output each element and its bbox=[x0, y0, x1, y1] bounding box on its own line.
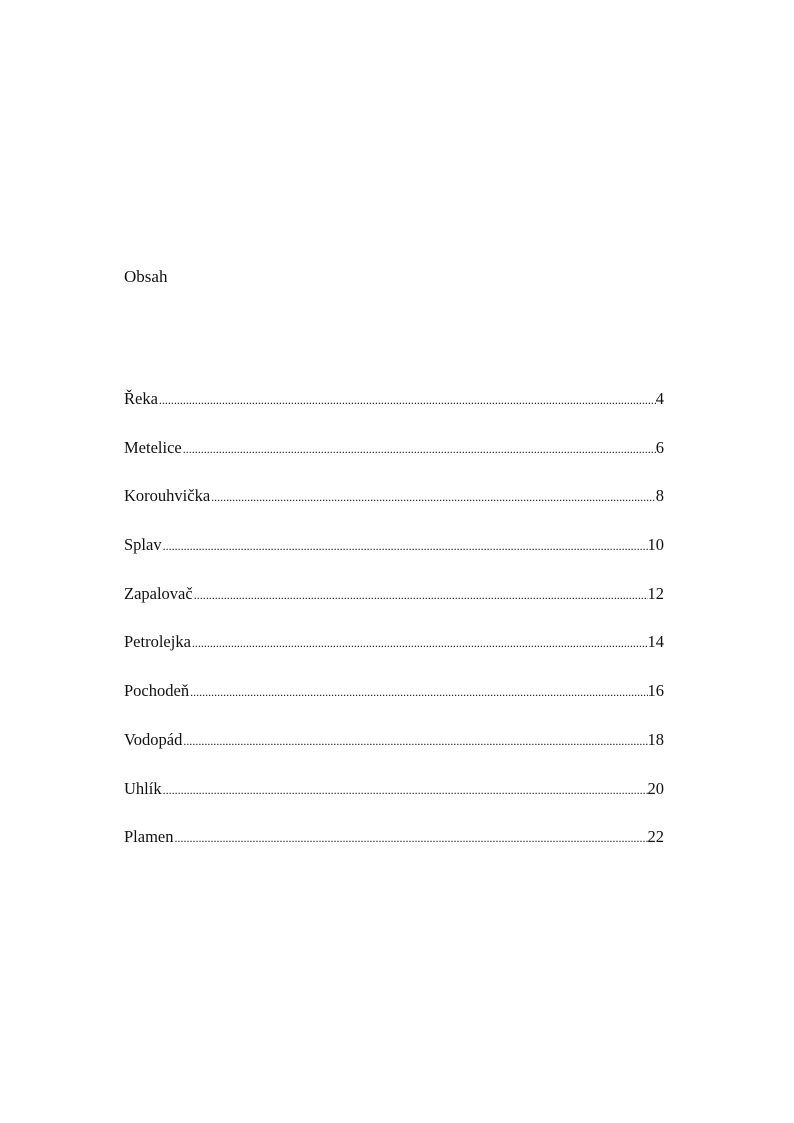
toc-entry-page: 14 bbox=[647, 632, 664, 652]
toc-entry-page: 18 bbox=[647, 729, 664, 749]
toc-entry-title: Pochodeň bbox=[124, 681, 190, 701]
toc-entry-page: 8 bbox=[655, 486, 664, 506]
toc-entry[interactable] bbox=[124, 534, 664, 583]
toc-entry[interactable] bbox=[124, 631, 664, 680]
toc-entry-title: Uhlík bbox=[124, 778, 162, 798]
toc-entry-page: 20 bbox=[647, 778, 664, 798]
toc-dot-leader bbox=[162, 779, 648, 801]
toc-entry[interactable] bbox=[124, 485, 664, 534]
toc-entry-title: Petrolejka bbox=[124, 632, 191, 652]
toc-entry-title: Řeka bbox=[124, 389, 158, 408]
toc-entry-page: 4 bbox=[655, 389, 664, 408]
toc-entry[interactable] bbox=[124, 778, 664, 827]
toc-entry-title: Plamen bbox=[124, 827, 174, 847]
toc-entry[interactable] bbox=[124, 388, 664, 437]
toc-entry-page: 6 bbox=[655, 437, 664, 457]
toc-dot-leader bbox=[158, 389, 656, 411]
toc-entry-title: Zapalovač bbox=[124, 583, 193, 603]
toc-entry-page: 12 bbox=[647, 583, 664, 603]
toc-entry[interactable] bbox=[124, 826, 664, 875]
toc-dot-leader bbox=[193, 584, 648, 606]
toc-entry-title: Splav bbox=[124, 535, 162, 555]
toc-dot-leader bbox=[210, 486, 656, 508]
toc-dot-leader bbox=[174, 827, 648, 849]
toc-entry-page: 22 bbox=[647, 827, 664, 847]
toc-dot-leader bbox=[182, 438, 656, 460]
toc-dot-leader bbox=[162, 535, 648, 557]
toc-entry[interactable] bbox=[124, 729, 664, 778]
toc-dot-leader bbox=[182, 730, 647, 752]
toc-entry-title: Vodopád bbox=[124, 729, 183, 749]
toc-entry-page: 16 bbox=[647, 681, 664, 701]
toc-entry[interactable] bbox=[124, 437, 664, 486]
toc-entry-page: 10 bbox=[647, 535, 664, 555]
toc-dot-leader bbox=[191, 632, 648, 654]
toc-dot-leader bbox=[189, 681, 647, 703]
toc-entry-title: Korouhvička bbox=[124, 486, 211, 506]
toc-entry[interactable] bbox=[124, 583, 664, 632]
toc-heading: Obsah bbox=[124, 267, 168, 286]
toc-entry[interactable] bbox=[124, 680, 664, 729]
toc-entry-title: Metelice bbox=[124, 437, 182, 457]
table-of-contents bbox=[124, 388, 664, 875]
